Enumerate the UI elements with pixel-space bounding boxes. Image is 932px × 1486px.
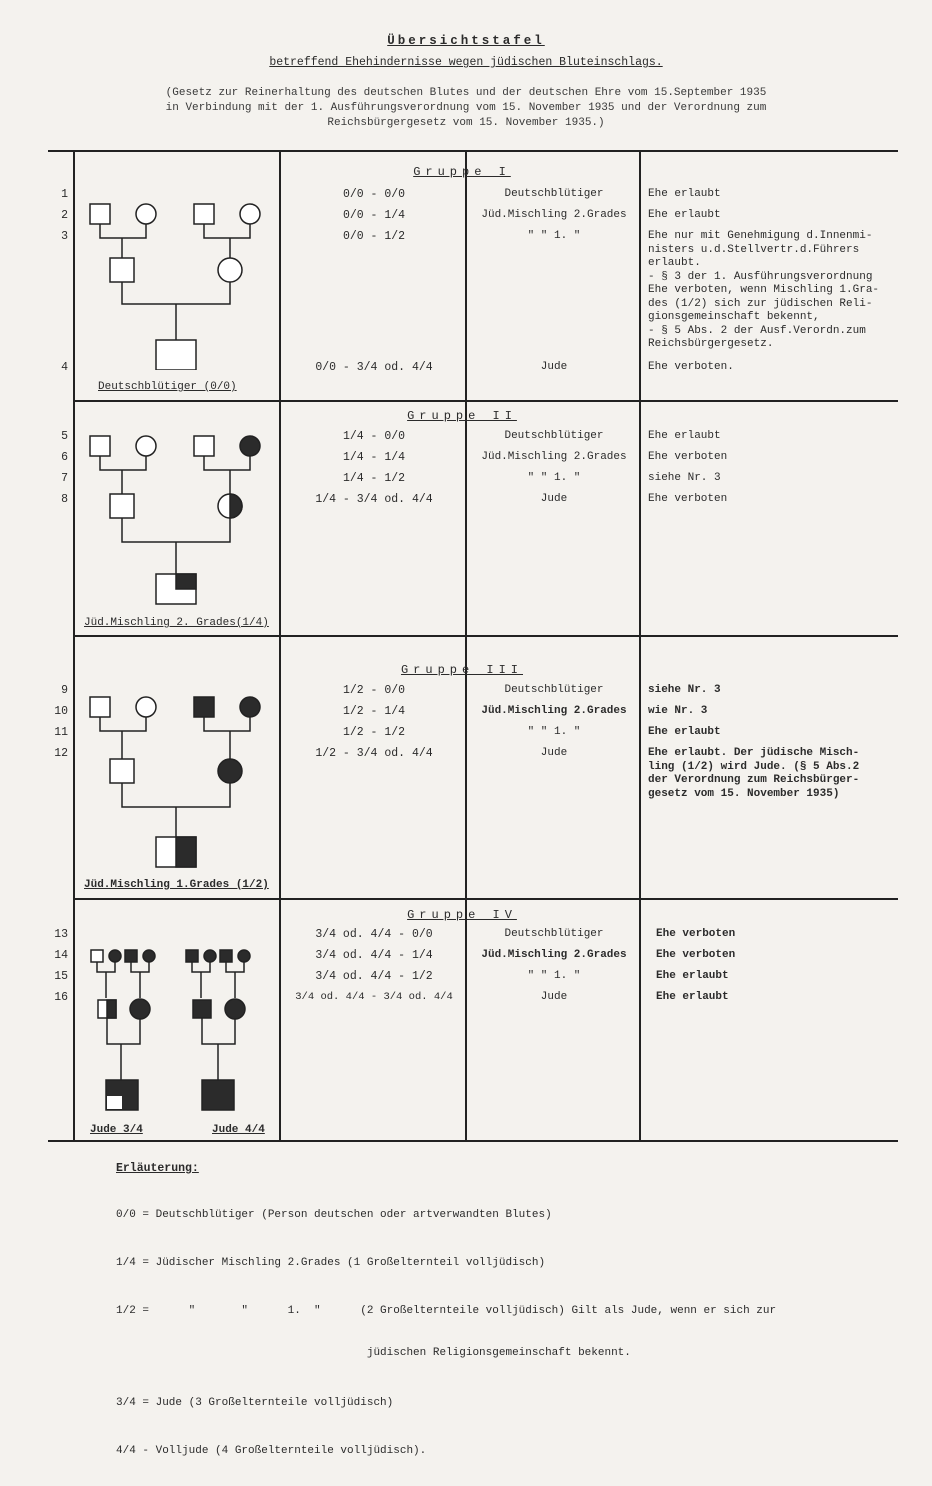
grandparent-black [240, 697, 260, 717]
result: " " 1. " [527, 726, 581, 738]
grandparent-white [136, 204, 156, 224]
law-line: in Verbindung mit der 1. Ausführungsverordnung vom 15. November 1935 und der Verordnung zum [165, 102, 767, 114]
pedigree-chart [76, 944, 280, 1116]
result: Jüd.Mischling 2.Grades [481, 451, 627, 463]
marriage-rule: Ehe erlaubt [648, 209, 721, 221]
legend-line: 4/4 - Volljude (4 Großelternteile volljüdisch). [116, 1445, 427, 1457]
result: Jude [540, 991, 568, 1003]
combination: 1/2 - 1/2 [342, 726, 406, 739]
combination: 3/4 od. 4/4 - 0/0 [315, 928, 433, 941]
parent-white [110, 759, 134, 783]
result: Jude [540, 361, 568, 373]
law-line: Reichsbürgergesetz vom 15. November 1935.) [327, 117, 605, 129]
legend-lines [116, 1180, 776, 1486]
marriage-rule: Ehe erlaubt [648, 726, 721, 738]
grandparent-white [90, 697, 110, 717]
pedigree-label: Jüd.Mischling 1.Grades (1/2) [84, 879, 269, 891]
pedigree-label: Jüd.Mischling 2. Grades(1/4) [84, 617, 269, 629]
parent-black [225, 999, 245, 1019]
parent-half-fill [107, 1000, 116, 1018]
row-number: 15 [54, 970, 68, 983]
combination: 1/4 - 1/2 [342, 472, 406, 485]
marriage-rule: siehe Nr. 3 [648, 472, 721, 484]
marriage-rule: Ehe verboten. [648, 361, 734, 373]
result: Jude [540, 747, 568, 759]
row-number: 4 [61, 361, 68, 374]
combination: 1/2 - 0/0 [342, 684, 406, 697]
table-bottom-border [48, 1140, 898, 1142]
group-divider [74, 400, 898, 402]
result: " " 1. " [527, 472, 581, 484]
grandparent-black [238, 950, 250, 962]
row-number: 7 [61, 472, 68, 485]
page-subtitle: betreffend Ehehindernisse wegen jüdischen Bluteinschlags. [269, 56, 663, 69]
parent-white [110, 494, 134, 518]
result: Deutschblütiger [504, 188, 604, 200]
grandparent-white [136, 436, 156, 456]
marriage-rule: Ehe erlaubt. Der jüdische Misch- ling (1/2) wird Jude. (§ 5 Abs.2 der Verordnung zum Reichsbürger- gesetz vom 15. November 1935) [648, 747, 860, 800]
marriage-rule: Ehe nur mit Genehmigung d.Innenmi- nisters u.d.Stellvertr.d.Führers erlaubt. - § 3 der 1. Ausführungsverordnung Ehe verboten, wenn Mischling 1.Gra- des (1/2) sich zur jüdischen Reli- gionsgemeinschaft bekennt, - § 5 Abs. 2 der Ausf.Verordn.zum Reichsbürgergesetz. [648, 230, 880, 350]
pedigree-label: Jude 4/4 [212, 1124, 265, 1136]
result: Deutschblütiger [504, 430, 604, 442]
result: " " 1. " [527, 230, 581, 242]
result: " " 1. " [527, 970, 581, 982]
page-title: Übersichtstafel [387, 34, 545, 48]
grandparent-white [90, 204, 110, 224]
combination: 0/0 - 1/2 [342, 230, 406, 243]
combination: 1/2 - 1/4 [342, 705, 406, 718]
group-title: Gruppe III [400, 663, 523, 677]
legend-line: 1/2 = " " 1. " (2 Großelternteile volljüdisch) Gilt als Jude, wenn er sich zur [116, 1305, 777, 1317]
marriage-rule: wie Nr. 3 [648, 705, 708, 717]
pedigree-chart [76, 432, 280, 610]
marriage-rule: Ehe erlaubt [656, 970, 729, 982]
marriage-rule: Ehe verboten [656, 928, 736, 940]
grandparent-black [125, 950, 137, 962]
row-number: 8 [61, 493, 68, 506]
grandparent-black [143, 950, 155, 962]
person-half-fill [176, 837, 196, 867]
person-quarter-fill [176, 574, 196, 589]
combination: 3/4 od. 4/4 - 3/4 od. 4/4 [295, 991, 453, 1003]
row-number: 2 [61, 209, 68, 222]
legend-heading: Erläuterung: [116, 1162, 199, 1175]
grandparent-black [186, 950, 198, 962]
person-three-quarter-gap [107, 1096, 122, 1109]
combination: 3/4 od. 4/4 - 1/2 [315, 970, 433, 983]
marriage-rule: Ehe verboten [656, 949, 736, 961]
pedigree-chart [76, 693, 280, 871]
result: Deutschblütiger [504, 684, 604, 696]
parent-half-fill [230, 494, 242, 518]
table-top-border [48, 150, 898, 152]
row-number: 16 [54, 991, 68, 1004]
marriage-rule: Ehe verboten [648, 493, 728, 505]
grandparent-white [194, 436, 214, 456]
row-number: 14 [54, 949, 68, 962]
legend-line: 1/4 = Jüdischer Mischling 2.Grades (1 Großelternteil volljüdisch) [116, 1257, 546, 1269]
row-number: 11 [54, 726, 68, 739]
combination: 1/4 - 3/4 od. 4/4 [315, 493, 433, 506]
parent-black [193, 1000, 211, 1018]
grandparent-white [194, 204, 214, 224]
result: Deutschblütiger [504, 928, 604, 940]
grandparent-black [240, 436, 260, 456]
parent-black [218, 759, 242, 783]
parent-black [130, 999, 150, 1019]
group-title: Gruppe IV [407, 908, 517, 922]
grandparent-black [220, 950, 232, 962]
group-divider [74, 635, 898, 637]
combination: 1/4 - 0/0 [342, 430, 406, 443]
marriage-rule: Ehe erlaubt [656, 991, 729, 1003]
person-black [202, 1080, 234, 1110]
law-reference [0, 86, 932, 131]
group-title: Gruppe II [407, 409, 517, 423]
parent-white [110, 258, 134, 282]
result: Jüd.Mischling 2.Grades [481, 949, 627, 961]
combination: 0/0 - 0/0 [342, 188, 406, 201]
legend-line: 3/4 = Jude (3 Großelternteile volljüdisch) [116, 1397, 394, 1409]
grandparent-black [204, 950, 216, 962]
grandparent-white [240, 204, 260, 224]
pedigree-label: Jude 3/4 [90, 1124, 143, 1136]
law-line: (Gesetz zur Reinerhaltung des deutschen Blutes und der deutschen Ehre vom 15.September 1935 [165, 87, 767, 99]
pedigree-chart [76, 190, 280, 370]
result: Jude [540, 493, 568, 505]
combination: 0/0 - 1/4 [342, 209, 406, 222]
marriage-rule: siehe Nr. 3 [648, 684, 721, 696]
group-divider [74, 898, 898, 900]
legend-line: 0/0 = Deutschblütiger (Person deutschen oder artverwandten Blutes) [116, 1209, 552, 1221]
result: Jüd.Mischling 2.Grades [481, 705, 627, 717]
pedigree-label: Deutschblütiger (0/0) [98, 381, 237, 393]
marriage-rule: Ehe erlaubt [648, 188, 721, 200]
row-number: 10 [54, 705, 68, 718]
row-number: 9 [61, 684, 68, 697]
row-number: 1 [61, 188, 68, 201]
marriage-rule: Ehe erlaubt [648, 430, 721, 442]
person-white [156, 340, 196, 370]
row-number: 5 [61, 430, 68, 443]
combination: 1/2 - 3/4 od. 4/4 [315, 747, 433, 760]
row-number: 13 [54, 928, 68, 941]
combination: 3/4 od. 4/4 - 1/4 [315, 949, 433, 962]
grandparent-white [90, 436, 110, 456]
grandparent-black [109, 950, 121, 962]
grandparent-black [194, 697, 214, 717]
combination: 0/0 - 3/4 od. 4/4 [315, 361, 433, 374]
grandparent-white [91, 950, 103, 962]
legend-line: jüdischen Religionsgemeinschaft bekennt. [116, 1347, 631, 1359]
row-number: 12 [54, 747, 68, 760]
group-title: Gruppe I [413, 165, 511, 179]
row-number: 6 [61, 451, 68, 464]
combination: 1/4 - 1/4 [342, 451, 406, 464]
row-number: 3 [61, 230, 68, 243]
result: Jüd.Mischling 2.Grades [481, 209, 627, 221]
column-divider [73, 150, 75, 1142]
parent-white [218, 258, 242, 282]
marriage-rule: Ehe verboten [648, 451, 728, 463]
grandparent-white [136, 697, 156, 717]
